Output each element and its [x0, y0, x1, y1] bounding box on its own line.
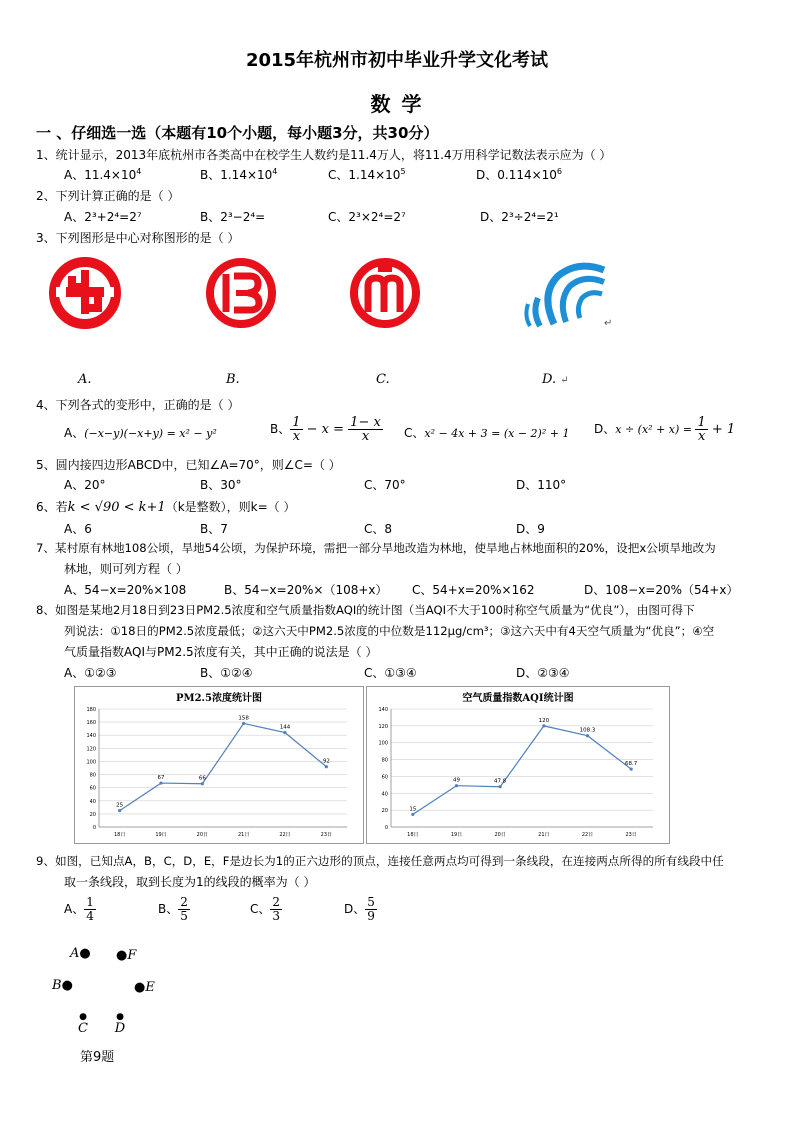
section-heading: 一 、仔细选一选（本题有10个小题，每小题3分，共30分） [36, 124, 439, 142]
q2-option-c: C、2³×2⁴=2⁷ [328, 210, 406, 224]
data-label: 108.3 [579, 727, 596, 734]
y-tick-label: 60 [89, 785, 96, 792]
series-line [413, 726, 631, 815]
q7-option-b: B、54−x=20%×（108+x） [224, 583, 388, 597]
q1-option-b: B、$1.14\times 10^4$ [200, 167, 278, 182]
figure-caption: 第9题 [80, 1050, 115, 1065]
x-tick-label: 22日 [581, 832, 594, 838]
x-tick-label: 19日 [450, 832, 463, 838]
pm25-chart [74, 686, 364, 844]
q8-option-d: D、②③④ [516, 666, 570, 680]
data-point [542, 724, 545, 727]
y-tick-label: 20 [89, 811, 96, 818]
q8-stem-line1: 8、如图是某地2月18日到23日PM2.5浓度和空气质量指数AQI的统计图（当AQI不大于100时称空气质量为“优良”），由图可得下 [36, 603, 695, 617]
chart-title: PM2.5浓度统计图 [176, 693, 262, 704]
data-point [325, 765, 328, 768]
y-tick-label: 120 [86, 746, 96, 753]
data-point [499, 785, 502, 788]
y-tick-label: 140 [86, 733, 96, 740]
q2-option-a: A、2³+2⁴=2⁷ [64, 210, 142, 224]
y-tick-label: 120 [378, 723, 388, 730]
y-tick-label: 0 [384, 825, 388, 831]
q1-option-c: C、$1.14\times 10^5$ [328, 167, 406, 182]
q4-option-c: C、x² − 4x + 3 = (x − 2)² + 1 [404, 426, 570, 440]
x-tick-label: 23日 [625, 832, 637, 838]
q2-stem: 2、下列计算正确的是（ ） [36, 189, 180, 203]
q9-option-c: C、 $\frac{2}{3}$ [250, 895, 281, 923]
x-tick-label: 18日 [113, 832, 126, 838]
q5-option-b: B、30° [200, 478, 242, 492]
q4-stem: 4、下列各式的变形中，正确的是（ ） [36, 398, 240, 412]
data-point [283, 731, 286, 734]
q8-stem-line3: 气质量指数AQI与PM2.5浓度有关，其中正确的说法是（ ） [64, 645, 378, 659]
data-point [630, 767, 633, 770]
data-label: 49 [453, 777, 460, 784]
q6-option-d: D、9 [516, 522, 545, 536]
q1-option-a: A、$11.4\times 10^4$ [64, 167, 142, 182]
point-d: ● D [114, 1012, 126, 1036]
data-label: 68.7 [625, 761, 638, 768]
q7-stem-line1: 7、某村原有林地108公顷，旱地54公顷，为保护环境，需把一部分旱地改造为林地，使旱地占林地面积的20%，设把x公顷旱地改为 [36, 541, 716, 555]
x-tick-label: 19日 [155, 832, 167, 838]
y-tick-label: 100 [86, 759, 96, 766]
y-tick-label: 140 [378, 707, 388, 713]
q9-stem-line2: 取一条线段，取到长度为1的线段的概率为（ ） [64, 875, 316, 889]
q4-option-d: D、x ÷ (x² + x) = $\frac{1}{x}$ + 1 [594, 415, 736, 444]
series-line [120, 723, 327, 810]
q9-option-d: D、 $\frac{5}{9}$ [344, 895, 375, 923]
q4-option-a: A、(−x−y)(−x+y) = x² − y² [64, 426, 217, 440]
y-tick-label: 20 [381, 808, 388, 815]
q8-stem-line2: 列说法：①18日的PM2.5浓度最低；②这六天中PM2.5浓度的中位数是112μg/cm³；③这六天中有4天空气质量为“优良”；④空 [64, 624, 715, 638]
logo-b-icon [204, 256, 278, 330]
q1-stem: 1、统计显示，2013年底杭州市各类高中在校学生人数约是11.4万人，将11.4万用科学记数法表示应为（ ） [36, 148, 612, 162]
q5-option-c: C、70° [364, 478, 406, 492]
y-tick-label: 100 [378, 740, 388, 747]
q4-option-b: B、 $\frac{1}{x}$ − x = $\frac{1- x}{x}$ [270, 415, 381, 444]
exam-title: 2015年杭州市初中毕业升学文化考试 [245, 50, 549, 71]
data-label: 66 [198, 775, 206, 782]
x-tick-label: 22日 [279, 832, 291, 838]
logo-a-icon [48, 256, 122, 330]
q8-option-c: C、①③④ [364, 666, 417, 680]
q7-option-d: D、108−x=20%（54+x） [584, 583, 739, 597]
chart-title: 空气质量指数AQI统计图 [462, 693, 574, 704]
q9-option-b: B、 $\frac{2}{5}$ [158, 895, 188, 923]
q6-option-a: A、6 [64, 522, 92, 536]
data-point [118, 809, 121, 812]
point-e: ●E [134, 980, 155, 995]
aqi-chart [366, 686, 670, 844]
q5-option-a: A、20° [64, 478, 106, 492]
y-tick-label: 80 [89, 772, 96, 779]
data-point [411, 813, 414, 816]
q3-label-c: C. [376, 372, 390, 387]
x-tick-label: 21日 [538, 832, 550, 838]
q1-option-d: D、$0.114\times 10^6$ [476, 167, 563, 182]
q3-label-b: B. [226, 372, 240, 387]
data-label: 67 [157, 775, 165, 782]
q6-option-c: C、8 [364, 522, 393, 536]
y-tick-label: 180 [86, 707, 96, 713]
point-c: ● C [78, 1012, 88, 1036]
x-tick-label: 20日 [494, 832, 506, 838]
x-tick-label: 21日 [237, 832, 250, 838]
y-tick-label: 60 [381, 774, 388, 781]
x-tick-label: 23日 [320, 832, 333, 838]
data-label: 25 [116, 802, 124, 809]
data-label: 47.8 [494, 778, 507, 785]
data-point [586, 734, 589, 737]
y-tick-label: 0 [92, 825, 96, 831]
q3-stem: 3、下列图形是中心对称图形的是（ ） [36, 231, 240, 245]
q9-stem-line1: 9、如图，已知点A，B，C，D，E，F是边长为1的正六边形的顶点，连接任意两点均可得到一条线段，在连接两点所得的所有线段中任 [36, 854, 724, 868]
logo-d-icon [520, 258, 616, 334]
point-a: A● [70, 946, 91, 961]
q7-option-a: A、54−x=20%×108 [64, 583, 187, 597]
data-label: 144 [279, 724, 291, 731]
x-tick-label: 18日 [407, 832, 419, 838]
q3-label-a: A. [78, 372, 92, 387]
q7-stem-line2: 林地，则可列方程（ ） [64, 562, 188, 576]
pm25-chart-svg [75, 687, 363, 843]
q5-stem: 5、圆内接四边形ABCD中，已知∠A=70°，则∠C=（ ） [36, 458, 341, 472]
data-point [201, 782, 204, 785]
q2-option-b: B、2³−2⁴= [200, 210, 266, 224]
y-tick-label: 80 [381, 757, 388, 764]
q7-option-c: C、54+x=20%×162 [412, 583, 535, 597]
data-point [455, 784, 458, 787]
q5-option-d: D、110° [516, 478, 567, 492]
data-label: 120 [538, 717, 550, 724]
q3-label-d: D. ↵ [542, 372, 569, 387]
data-point [159, 781, 162, 784]
q8-option-a: A、①②③ [64, 666, 117, 680]
data-label: 15 [409, 806, 417, 813]
q2-option-d: D、2³÷2⁴=2¹ [480, 210, 559, 224]
y-tick-label: 40 [89, 798, 96, 805]
aqi-chart-svg [367, 687, 669, 843]
y-tick-label: 40 [381, 791, 388, 798]
data-label: 92 [322, 758, 330, 765]
x-tick-label: 20日 [196, 832, 209, 838]
y-tick-label: 160 [86, 720, 96, 727]
subject-heading: 数 学 [370, 92, 424, 116]
point-b: B● [52, 978, 73, 993]
q6-stem: 6、若k < √90 < k+1（k是整数），则k=（ ） [36, 500, 296, 515]
data-label: 158 [238, 715, 249, 722]
q6-option-b: B、7 [200, 522, 228, 536]
q8-option-b: B、①②④ [200, 666, 253, 680]
return-mark: ↵ [604, 318, 613, 329]
q9-option-a: A、 $\frac{1}{4}$ [64, 895, 94, 923]
data-point [242, 722, 245, 725]
logo-c-icon [348, 256, 422, 330]
point-f: ●F [116, 948, 137, 963]
